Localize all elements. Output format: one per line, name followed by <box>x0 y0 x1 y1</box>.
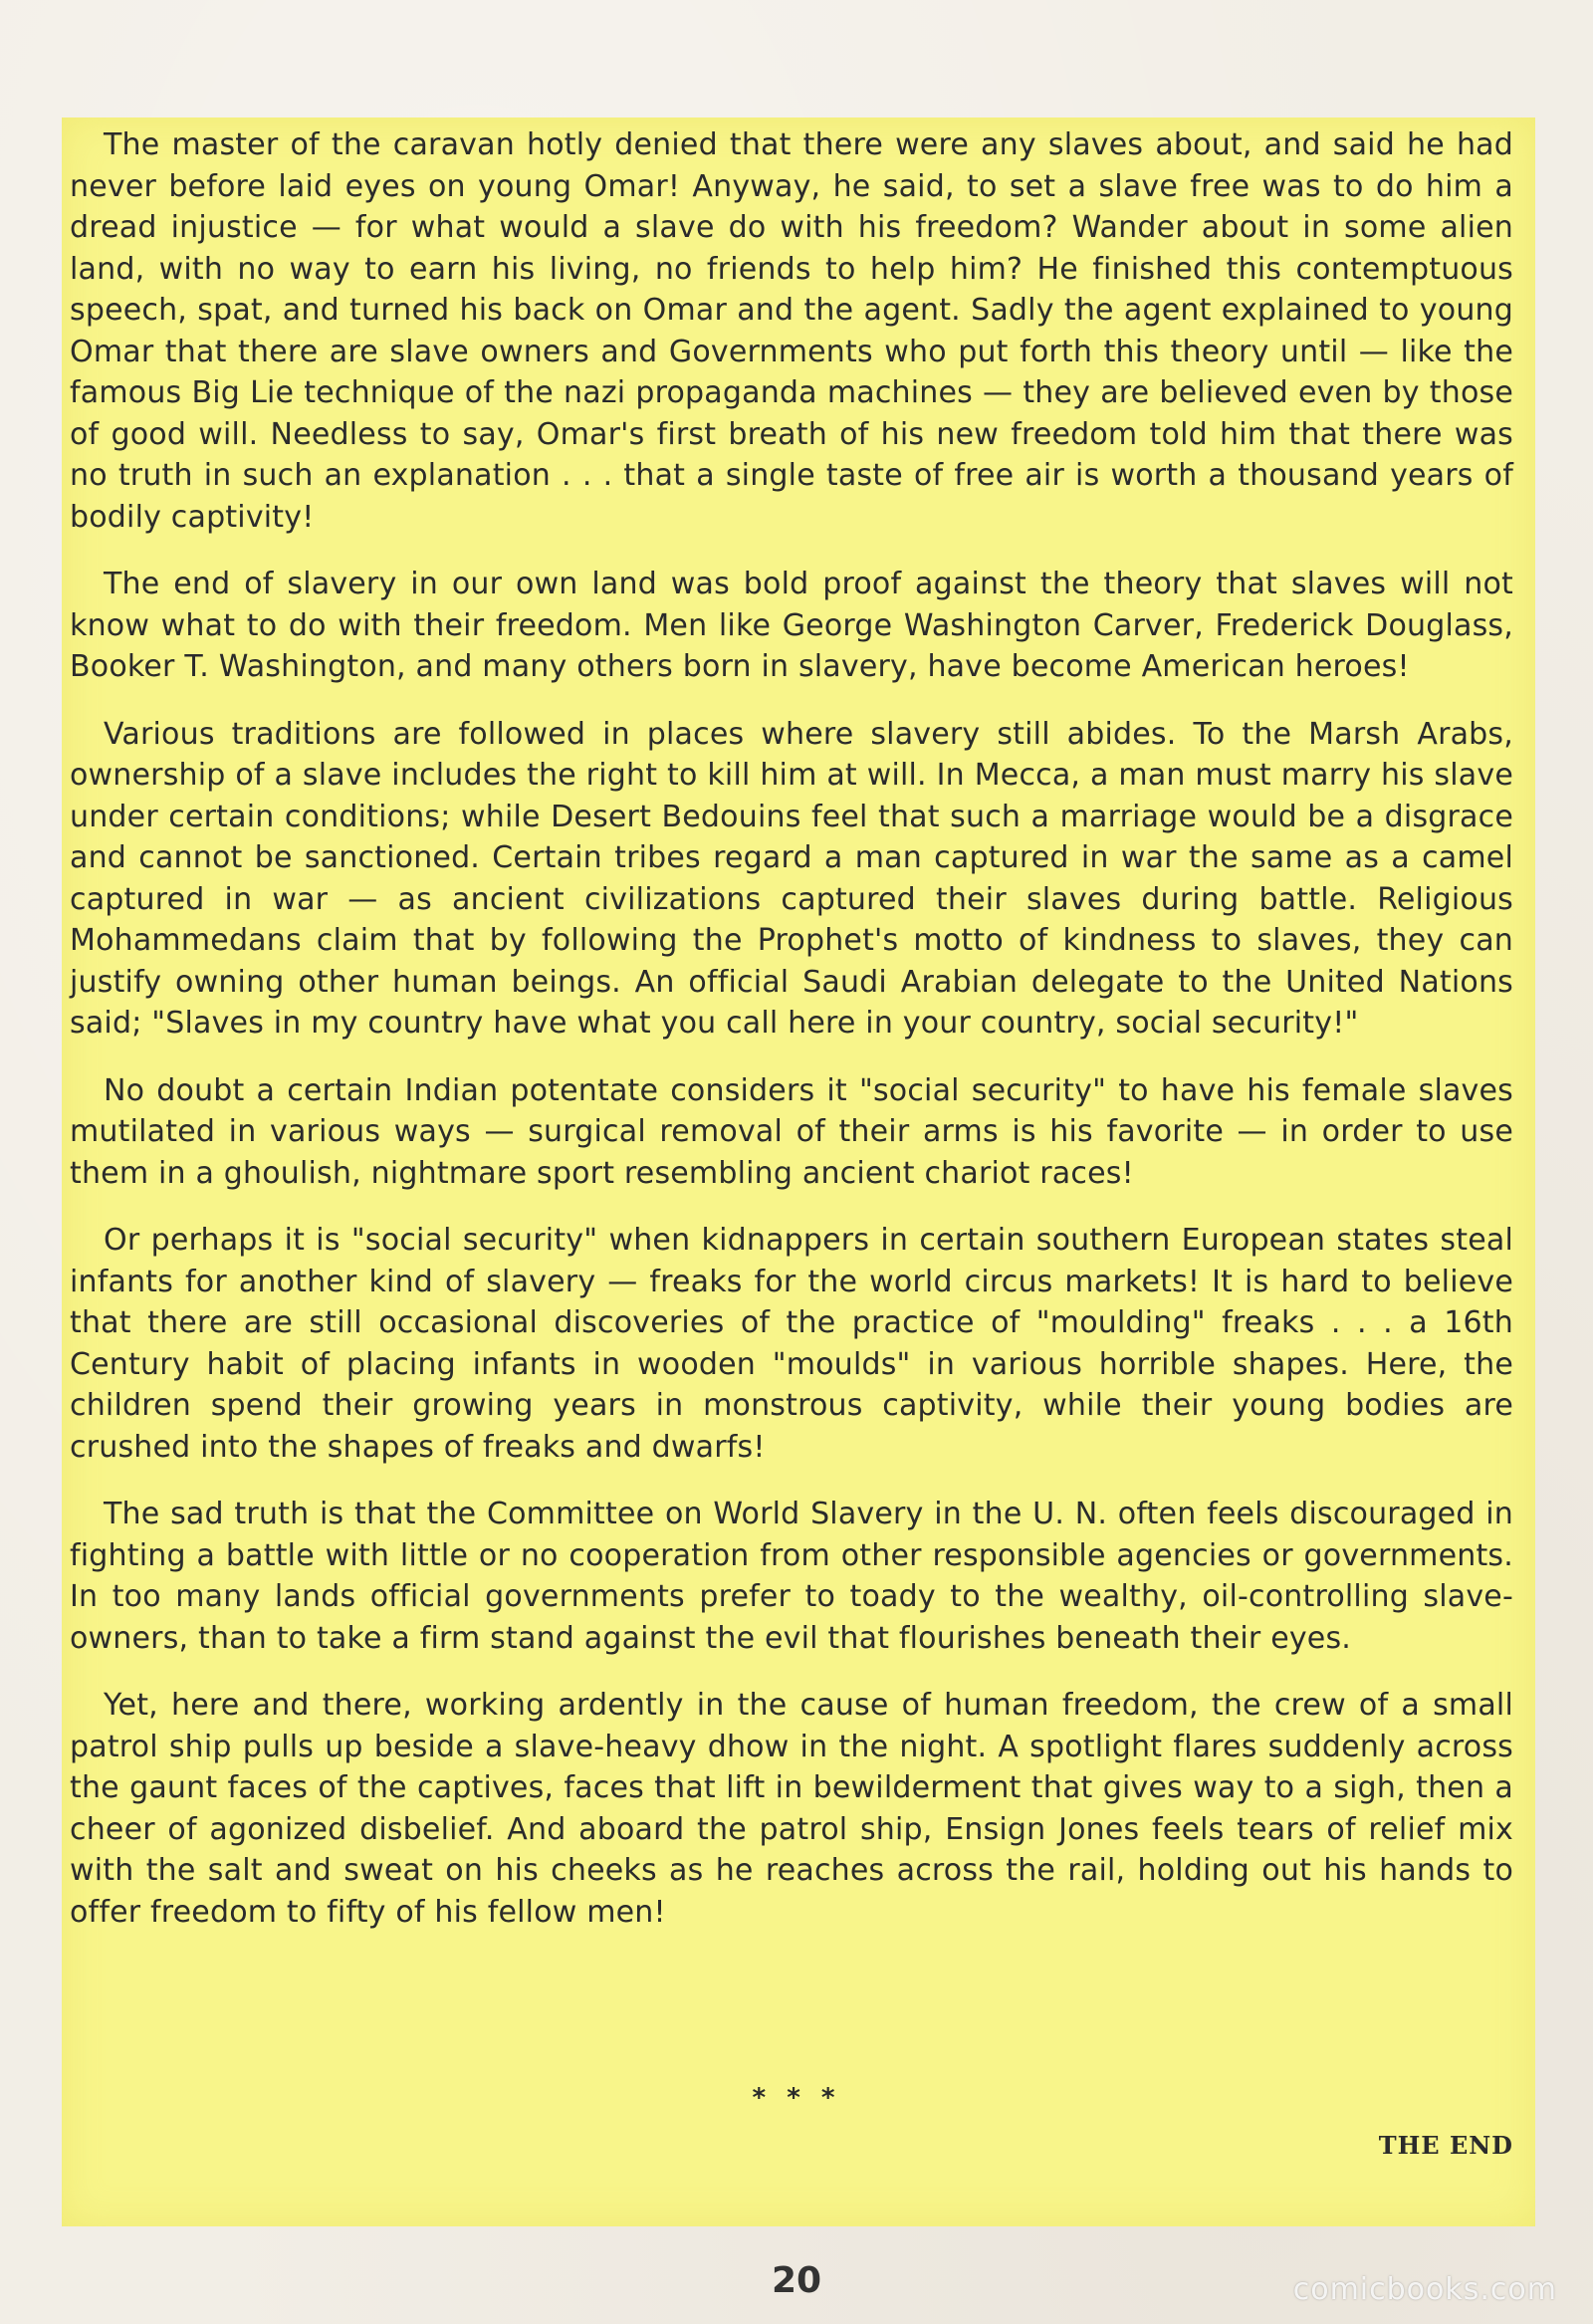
article-body <box>70 124 1513 1959</box>
paragraph-6: The sad truth is that the Committee on World Slavery in the U. N. often feels discouraged in fighting a battle with little or no cooperation from other responsible agencies or governments. In too many lands official governments prefer to toady to the wealthy, oil-controlling slave-owners, than to take a firm stand against the evil that flourishes beneath their eyes. <box>70 1497 1513 1656</box>
paragraph-5: Or perhaps it is "social security" when kidnappers in certain southern European states steal infants for another kind of slavery — freaks for the world circus markets! It is hard to believe that there are still occasional discoveries of the practice of "moulding" freaks . . . a 16th Century habit of placing infants in wooden "moulds" in various horrible shapes. Here, the children spend their growing years in monstrous captivity, while their young bodies are crushed into the shapes of freaks and dwarfs! <box>70 1223 1513 1465</box>
watermark-text: comicbooks.com <box>1292 2272 1557 2307</box>
paragraph-2: The end of slavery in our own land was bold proof against the theory that slaves will not know what to do with their freedom. Men like George Washington Carver, Frederick Douglass, Booker T. Washington, and many others born in slavery, have become American heroes! <box>70 567 1513 684</box>
paragraph-3: Various traditions are followed in places where slavery still abides. To the Marsh Arabs, ownership of a slave includes the right to kill him at will. In Mecca, a man must marry his slave under certain conditions; while Desert Bedouins feel that such a marriage would be a disgrace and cannot be sanctioned. Certain tribes regard a man captured in war the same as a camel captured in war — as ancient civilizations captured their slaves during battle. Religious Mohammedans claim that by following the Prophet's motto of kindness to slaves, they can justify owning other human beings. An official Saudi Arabian delegate to the United Nations said; "Slaves in my country have what you call here in your country, social security!" <box>70 716 1513 1041</box>
section-separator: * * * <box>752 2083 841 2113</box>
paragraph-4: No doubt a certain Indian potentate considers it "social security" to have his female slaves mutilated in various ways — surgical removal of their arms is his favorite — in order to use them in a ghoulish, nightmare sport resembling ancient chariot races! <box>70 1072 1513 1191</box>
paragraph-7: Yet, here and there, working ardently in the cause of human freedom, the crew of a small patrol ship pulls up beside a slave-heavy dhow in the night. A spotlight flares suddenly across the gaunt faces of the captives, faces that lift in bewilderment that gives way to a sigh, then a cheer of agonized disbelief. And aboard the patrol ship, Ensign Jones feels tears of relief mix with the salt and sweat on his cheeks as he reaches across the rail, holding out his hands to offer freedom to fifty of his fellow men! <box>70 1688 1513 1930</box>
paragraph-1: The master of the caravan hotly denied that there were any slaves about, and said he had never before laid eyes on young Omar! Anyway, he said, to set a slave free was to do him a dread injustice — for what would a slave do with his freedom? Wander about in some alien land, with no way to earn his living, no friends to help him? He finished this contemptuous speech, spat, and turned his back on Omar and the agent. Sadly the agent explained to young Omar that there are slave owners and Governments who put forth this theory until — like the famous Big Lie technique of the nazi propaganda machines — they are believed even by those of good will. Needless to say, Omar's first breath of his new freedom told him that there was no truth in such an explanation . . . that a single taste of free air is worth a thousand years of bodily captivity! <box>70 127 1513 535</box>
page-number: 20 <box>771 2260 822 2301</box>
the-end-label: THE END <box>1378 2131 1513 2160</box>
